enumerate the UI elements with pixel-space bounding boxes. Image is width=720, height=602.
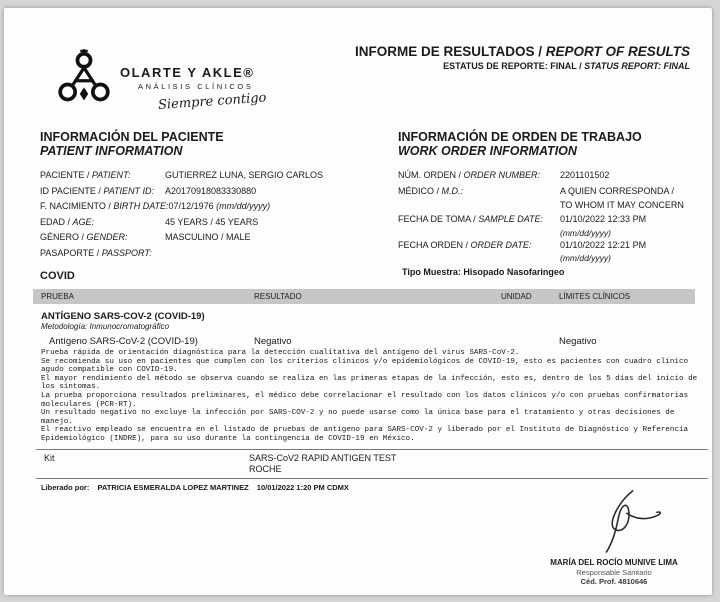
work-order-section-title	[398, 130, 706, 158]
report-status-en: STATUS REPORT: FINAL	[584, 61, 690, 71]
released-by-name: PATRICIA ESMERALDA LOPEZ MARTINEZ	[97, 483, 249, 492]
patient-title-en: PATIENT INFORMATION	[40, 144, 183, 158]
note-paragraph: El reactivo empleado se encuentra en el listado de pruebas de antigeno para SARS-COV-2 y liberado por el Instituto de Diagnóstico y Referencia Epidemiológico (INDRE), para su uso durante la contingencia de COVID-19 en México.	[41, 426, 689, 443]
patient-row-age	[40, 215, 390, 231]
report-title-en: REPORT OF RESULTS	[545, 44, 690, 59]
released-by-line	[41, 483, 355, 492]
field-label: EDAD / AGE:	[40, 216, 95, 227]
field-label: MÉDICO / M.D.:	[398, 185, 464, 196]
patient-row-name	[40, 168, 390, 184]
note-paragraph: Un resultado negativo no excluye la infección por SARS-COV-2 y no puede usarse como la única base para el tratamiento y otras decisiones de manejo.	[41, 409, 675, 426]
covid-section-label: COVID	[40, 270, 75, 282]
covid-section-header	[40, 266, 692, 280]
field-label: F. NACIMIENTO / BIRTH DATE:	[40, 201, 169, 211]
patient-row-passport	[40, 246, 390, 262]
clinical-notes	[41, 349, 707, 444]
work-order-rows	[398, 168, 706, 263]
sample-date-value: 01/10/2022 12:33 PM (mm/dd/yyyy)	[560, 214, 647, 238]
patient-info-section	[40, 130, 390, 261]
results-table-header	[33, 289, 695, 304]
released-by-label: Liberado por:	[41, 483, 90, 492]
kit-label: Kit	[44, 453, 55, 463]
report-status-es: ESTATUS DE REPORTE: FINAL /	[443, 61, 582, 71]
work-order-row-md	[398, 184, 706, 213]
report-title-es: INFORME DE RESULTADOS /	[354, 44, 542, 59]
table-row	[41, 336, 701, 347]
field-label: GÉNERO / GENDER:	[40, 232, 128, 242]
note-paragraph: La prueba proporciona resultados preliminares, el médico debe correlacionar el resultado con los datos clínicos y/o con pruebas confirmatorias moleculares (PCR-RT).	[41, 391, 689, 409]
test-methodology: Metodología: Inmunocromatográfico	[41, 322, 170, 331]
patient-row-id	[40, 184, 390, 200]
column-header-limites: LÍMITES CLÍNICOS	[559, 292, 631, 301]
note-paragraph: Prueba rápida de orientación diagnóstica para la detección cualitativa del antígeno del virus SARS-CoV-2.	[41, 349, 520, 357]
field-label: FECHA DE TOMA / SAMPLE DATE:	[398, 214, 544, 224]
released-by-datetime: 10/01/2022 1:20 PM CDMX	[256, 483, 349, 492]
signatory-role: Responsable Sanitario	[576, 568, 652, 577]
test-result-block	[41, 311, 701, 347]
work-order-section	[398, 130, 706, 263]
work-order-title-es: INFORMACIÓN DE ORDEN DE TRABAJO	[398, 130, 642, 144]
note-paragraph: El mayor rendimiento del método se observa cuando se realiza en las primeras etapas de la infección, esto es, dentro de los 5 días del inicio de los síntomas.	[41, 374, 698, 392]
test-unit-cell	[501, 336, 559, 347]
patient-row-birthdate	[40, 199, 390, 215]
sample-type-label: Tipo Muestra: Hisopado Nasofaringeo	[402, 267, 565, 277]
order-date-value: 01/10/2022 12:21 PM (mm/dd/yyyy)	[560, 239, 647, 263]
patient-title-es: INFORMACIÓN DEL PACIENTE	[40, 130, 224, 144]
work-order-row-sample-date	[398, 212, 706, 238]
field-label: NÚM. ORDEN / ORDER NUMBER:	[398, 170, 541, 180]
patient-passport-value	[165, 246, 390, 262]
field-label: ID PACIENTE / PATIENT ID:	[40, 185, 155, 196]
field-label: FECHA ORDEN / ORDER DATE:	[398, 239, 532, 250]
kit-value: SARS-CoV2 RAPID ANTIGEN TEST ROCHE	[249, 453, 397, 474]
md-value: A QUIEN CORRESPONDA / TO WHOM IT MAY CONCERN	[560, 185, 684, 210]
patient-rows	[40, 168, 390, 261]
brand-block	[120, 64, 340, 114]
kit-block	[36, 449, 708, 479]
field-label: PACIENTE / PATIENT:	[40, 170, 131, 180]
column-header-resultado: RESULTADO	[254, 292, 302, 301]
report-header	[355, 44, 690, 72]
signatory-name: MARÍA DEL ROCÍO MUNIVE LIMA	[550, 558, 678, 567]
patient-id-value: A20170918083330880	[165, 185, 257, 196]
patient-gender-value: MASCULINO / MALE	[165, 232, 251, 242]
signatory-block	[522, 558, 706, 586]
patient-name-value: GUTIERREZ LUNA, SERGIO CARLOS	[165, 170, 324, 180]
table-row	[36, 453, 708, 475]
brand-subtitle: ANÁLISIS CLÍNICOS	[138, 82, 254, 91]
report-status	[355, 60, 690, 72]
column-header-unidad: UNIDAD	[501, 292, 532, 301]
test-limits-cell: Negativo	[559, 336, 597, 347]
order-number-value: 2201101502	[560, 170, 610, 180]
column-header-prueba: PRUEBA	[41, 292, 74, 301]
test-result-cell: Negativo	[254, 336, 292, 347]
patient-section-title	[40, 130, 390, 158]
work-order-row-number	[398, 168, 706, 184]
field-label: PASAPORTE / PASSPORT:	[40, 247, 152, 258]
test-name-cell: Antígeno SARS-CoV-2 (COVID-19)	[49, 336, 198, 347]
signatory-license: Céd. Prof. 4810646	[580, 577, 648, 586]
report-title	[355, 44, 690, 60]
brand-tagline: Siempre contigo	[157, 90, 267, 114]
brand-name: OLARTE Y AKLE®	[120, 65, 255, 80]
signature-icon	[569, 488, 674, 554]
work-order-title-en: WORK ORDER INFORMATION	[398, 144, 577, 158]
note-paragraph: Se recomienda su uso en pacientes que cumplen con los criterios clínicos y/o epidemiológicos de COVID-19, esto es pacientes con cuadro clínico agudo compatible con COVID-19.	[41, 357, 689, 375]
oao-monogram-icon	[56, 48, 112, 108]
patient-row-gender	[40, 230, 390, 246]
patient-age-value: 45 YEARS / 45 YEARS	[165, 216, 259, 227]
work-order-row-order-date	[398, 238, 706, 264]
patient-birthdate-value: 07/12/1976 (mm/dd/yyyy)	[168, 201, 271, 211]
test-group-title: ANTÍGENO SARS-COV-2 (COVID-19)	[41, 311, 205, 322]
report-page	[4, 8, 712, 595]
